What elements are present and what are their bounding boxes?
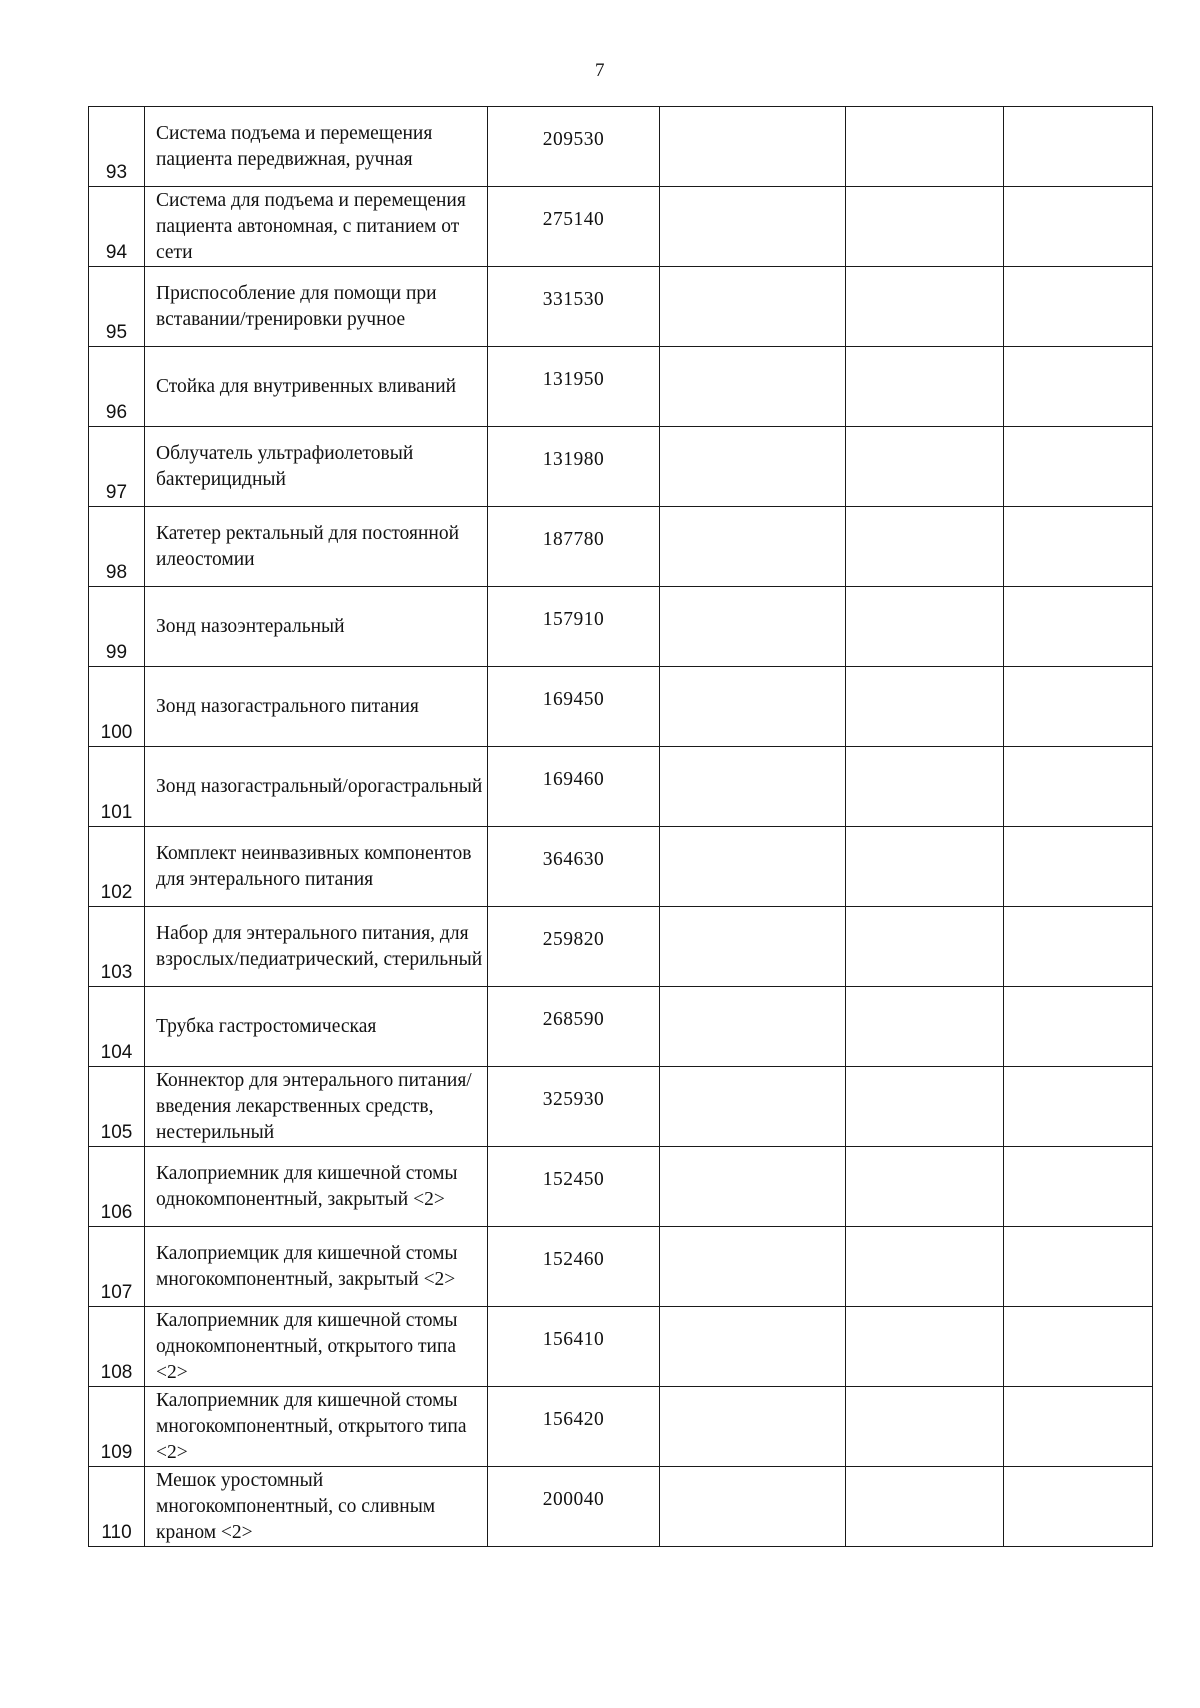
empty-cell-2 — [846, 667, 1004, 747]
empty-cell-2 — [846, 1147, 1004, 1227]
device-code: 331530 — [488, 267, 660, 347]
table-row — [89, 507, 1153, 587]
empty-cell-3 — [1004, 187, 1153, 267]
empty-cell-2 — [846, 347, 1004, 427]
empty-cell-2 — [846, 1067, 1004, 1147]
empty-cell-2 — [846, 747, 1004, 827]
empty-cell-3 — [1004, 107, 1153, 187]
device-code: 152450 — [488, 1147, 660, 1227]
row-number: 96 — [89, 347, 145, 427]
row-number: 106 — [89, 1147, 145, 1227]
device-name: Зонд назогастральный/орогастральный — [145, 747, 488, 827]
row-number: 97 — [89, 427, 145, 507]
empty-cell-3 — [1004, 427, 1153, 507]
empty-cell-3 — [1004, 1067, 1153, 1147]
empty-cell-1 — [660, 1467, 846, 1547]
empty-cell-1 — [660, 1387, 846, 1467]
empty-cell-3 — [1004, 1307, 1153, 1387]
device-name: Трубка гастростомическая — [145, 987, 488, 1067]
table-body — [89, 107, 1153, 1547]
device-code: 169450 — [488, 667, 660, 747]
table-row — [89, 907, 1153, 987]
device-code: 131980 — [488, 427, 660, 507]
empty-cell-1 — [660, 907, 846, 987]
empty-cell-2 — [846, 507, 1004, 587]
empty-cell-3 — [1004, 267, 1153, 347]
row-number: 94 — [89, 187, 145, 267]
row-number: 95 — [89, 267, 145, 347]
device-table — [88, 106, 1153, 1547]
device-name: Зонд назоэнтеральный — [145, 587, 488, 667]
device-name: Облучатель ультрафиолетовый бактерицидный — [145, 427, 488, 507]
device-name: Катетер ректальный для постоянной илеостомии — [145, 507, 488, 587]
row-number: 110 — [89, 1467, 145, 1547]
empty-cell-1 — [660, 267, 846, 347]
empty-cell-3 — [1004, 507, 1153, 587]
row-number: 101 — [89, 747, 145, 827]
device-code: 259820 — [488, 907, 660, 987]
table-row — [89, 347, 1153, 427]
empty-cell-3 — [1004, 907, 1153, 987]
empty-cell-1 — [660, 1067, 846, 1147]
device-name: Калоприемцик для кишечной стомы многокомпонентный, закрытый <2> — [145, 1227, 488, 1307]
empty-cell-2 — [846, 1307, 1004, 1387]
empty-cell-3 — [1004, 747, 1153, 827]
row-number: 109 — [89, 1387, 145, 1467]
table-row — [89, 1467, 1153, 1547]
device-name: Коннектор для энтерального питания/введения лекарственных средств, нестерильный — [145, 1067, 488, 1147]
device-code: 200040 — [488, 1467, 660, 1547]
empty-cell-1 — [660, 747, 846, 827]
device-name: Стойка для внутривенных вливаний — [145, 347, 488, 427]
empty-cell-2 — [846, 267, 1004, 347]
device-code: 152460 — [488, 1227, 660, 1307]
empty-cell-1 — [660, 827, 846, 907]
empty-cell-3 — [1004, 1227, 1153, 1307]
table-row — [89, 1147, 1153, 1227]
device-code: 275140 — [488, 187, 660, 267]
empty-cell-1 — [660, 667, 846, 747]
row-number: 104 — [89, 987, 145, 1067]
table-row — [89, 1227, 1153, 1307]
empty-cell-1 — [660, 987, 846, 1067]
device-name: Калоприемник для кишечной стомы однокомпонентный, закрытый <2> — [145, 1147, 488, 1227]
row-number: 93 — [89, 107, 145, 187]
device-code: 364630 — [488, 827, 660, 907]
device-code: 156410 — [488, 1307, 660, 1387]
empty-cell-3 — [1004, 1147, 1153, 1227]
empty-cell-1 — [660, 1227, 846, 1307]
empty-cell-1 — [660, 347, 846, 427]
device-code: 169460 — [488, 747, 660, 827]
table-row — [89, 587, 1153, 667]
device-name: Калоприемник для кишечной стомы многокомпонентный, открытого типа <2> — [145, 1387, 488, 1467]
device-name: Мешок уростомный многокомпонентный, со сливным краном <2> — [145, 1467, 488, 1547]
table-row — [89, 827, 1153, 907]
row-number: 99 — [89, 587, 145, 667]
empty-cell-3 — [1004, 827, 1153, 907]
empty-cell-2 — [846, 987, 1004, 1067]
table-row — [89, 267, 1153, 347]
empty-cell-1 — [660, 427, 846, 507]
device-code: 209530 — [488, 107, 660, 187]
row-number: 105 — [89, 1067, 145, 1147]
empty-cell-3 — [1004, 1467, 1153, 1547]
table-row — [89, 987, 1153, 1067]
empty-cell-2 — [846, 827, 1004, 907]
table-row — [89, 1387, 1153, 1467]
page-number: 7 — [595, 60, 605, 81]
empty-cell-3 — [1004, 987, 1153, 1067]
empty-cell-2 — [846, 907, 1004, 987]
table-row — [89, 747, 1153, 827]
empty-cell-1 — [660, 1147, 846, 1227]
row-number: 103 — [89, 907, 145, 987]
table-row — [89, 107, 1153, 187]
device-code: 156420 — [488, 1387, 660, 1467]
row-number: 107 — [89, 1227, 145, 1307]
device-name: Система для подъема и перемещения пациента автономная, с питанием от сети — [145, 187, 488, 267]
empty-cell-1 — [660, 587, 846, 667]
empty-cell-2 — [846, 427, 1004, 507]
device-code: 131950 — [488, 347, 660, 427]
empty-cell-2 — [846, 1467, 1004, 1547]
empty-cell-3 — [1004, 667, 1153, 747]
empty-cell-2 — [846, 1227, 1004, 1307]
device-name: Зонд назогастрального питания — [145, 667, 488, 747]
device-name: Приспособление для помощи при вставании/тренировки ручное — [145, 267, 488, 347]
table-row — [89, 427, 1153, 507]
empty-cell-1 — [660, 507, 846, 587]
device-code: 325930 — [488, 1067, 660, 1147]
table-row — [89, 667, 1153, 747]
empty-cell-3 — [1004, 1387, 1153, 1467]
row-number: 108 — [89, 1307, 145, 1387]
row-number: 102 — [89, 827, 145, 907]
empty-cell-1 — [660, 187, 846, 267]
device-code: 157910 — [488, 587, 660, 667]
device-name: Комплект неинвазивных компонентов для энтерального питания — [145, 827, 488, 907]
device-name: Набор для энтерального питания, для взрослых/педиатрический, стерильный — [145, 907, 488, 987]
device-code: 187780 — [488, 507, 660, 587]
device-name: Калоприемник для кишечной стомы однокомпонентный, открытого типа <2> — [145, 1307, 488, 1387]
empty-cell-2 — [846, 107, 1004, 187]
empty-cell-2 — [846, 187, 1004, 267]
table-row — [89, 1307, 1153, 1387]
empty-cell-1 — [660, 1307, 846, 1387]
table-row — [89, 187, 1153, 267]
empty-cell-2 — [846, 587, 1004, 667]
table-row — [89, 1067, 1153, 1147]
device-name: Система подъема и перемещения пациента передвижная, ручная — [145, 107, 488, 187]
empty-cell-3 — [1004, 587, 1153, 667]
empty-cell-1 — [660, 107, 846, 187]
row-number: 98 — [89, 507, 145, 587]
empty-cell-2 — [846, 1387, 1004, 1467]
empty-cell-3 — [1004, 347, 1153, 427]
device-code: 268590 — [488, 987, 660, 1067]
row-number: 100 — [89, 667, 145, 747]
